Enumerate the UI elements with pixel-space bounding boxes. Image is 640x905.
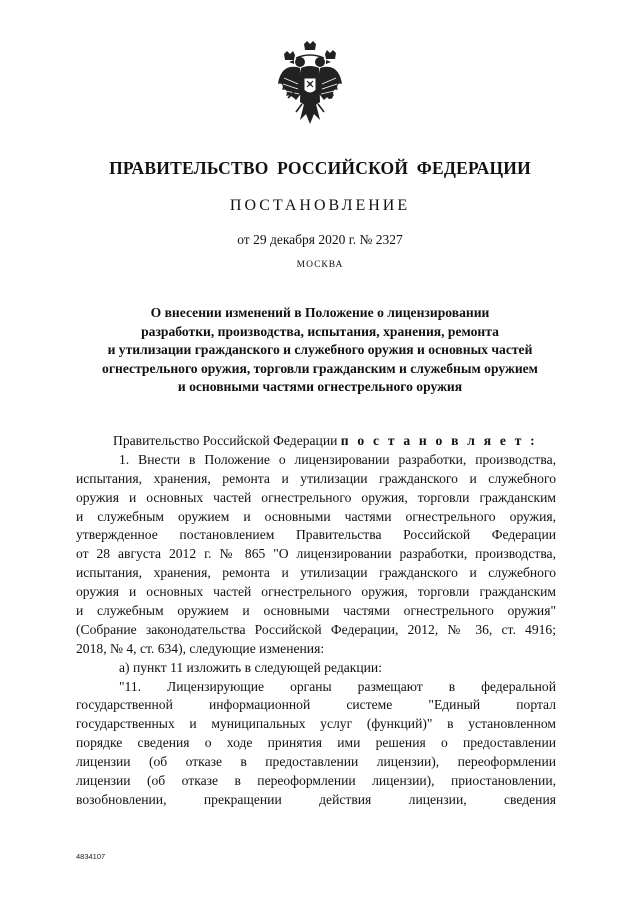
body-line: государственных и муниципальных услуг (функций)" в установленном — [76, 716, 556, 732]
body-line: "11. Лицензирующие органы размещают в федеральной — [119, 678, 556, 694]
intro-prefix: Правительство Российской Федерации — [113, 433, 338, 448]
intro-line — [76, 432, 556, 451]
government-title: ПРАВИТЕЛЬСТВО РОССИЙСКОЙ ФЕДЕРАЦИИ — [109, 158, 531, 178]
body-line: порядке сведения о ходе принятия ими решения о предоставлении — [76, 735, 556, 751]
body-line: от 28 августа 2012 г. № 865 "О лицензировании разработки, производства, — [76, 546, 556, 562]
document-heading — [60, 304, 580, 397]
body-line: 1. Внести в Положение о лицензировании разработки, производства, — [119, 451, 556, 467]
heading-line: разработки, производства, испытания, хранения, ремонта — [141, 323, 499, 339]
russian-coat-of-arms-icon — [274, 40, 346, 134]
body-line: утвержденное постановлением Правительства Российской Федерации — [76, 527, 556, 543]
document-body — [76, 432, 556, 810]
document-type: ПОСТАНОВЛЕНИЕ — [229, 197, 411, 214]
body-line: и служебным оружием и основными частями огнестрельного оружия, — [76, 508, 556, 524]
heading-line: огнестрельного оружия, торговли гражданским и служебным оружием — [102, 360, 538, 376]
body-line: а) пункт 11 изложить в следующей редакции: — [119, 659, 382, 675]
heading-line: и утилизации гражданского и служебного оружия и основных частей — [107, 342, 533, 358]
body-line: 2018, № 4, ст. 634), следующие изменения: — [76, 640, 325, 656]
city: МОСКВА — [296, 260, 344, 270]
body-line: испытания, хранения, ремонта и утилизации гражданского и служебного — [76, 565, 556, 581]
body-line: и служебным оружием и основными частями огнестрельного оружия" — [76, 603, 556, 619]
intro-verb: п о с т а н о в л я е т : — [340, 433, 538, 448]
body-line: оружия и основных частей огнестрельного оружия, торговли гражданским — [76, 584, 556, 600]
heading-line: и основными частями огнестрельного оружия — [177, 379, 463, 395]
body-line: лицензии (об отказе в переоформлении лицензии), приостановлении, — [76, 773, 556, 789]
body-line: лицензии (об отказе в предоставлении лицензии), переоформлении — [76, 754, 556, 770]
body-line: государственной информационной системе "Единый портал — [76, 697, 556, 713]
document-code: 4834107 — [76, 852, 106, 861]
heading-line: О внесении изменений в Положение о лицензировании — [150, 305, 490, 320]
body-line: испытания, хранения, ремонта и утилизации гражданского и служебного — [76, 470, 556, 486]
body-line: оружия и основных частей огнестрельного оружия, торговли гражданским — [76, 489, 556, 505]
body-line: (Собрание законодательства Российской Федерации, 2012, № 36, ст. 4916; — [76, 621, 556, 637]
body-line: возобновлении, прекращении действия лицензии, сведения — [76, 791, 556, 807]
date-and-number: от 29 декабря 2020 г. № 2327 — [237, 232, 403, 247]
